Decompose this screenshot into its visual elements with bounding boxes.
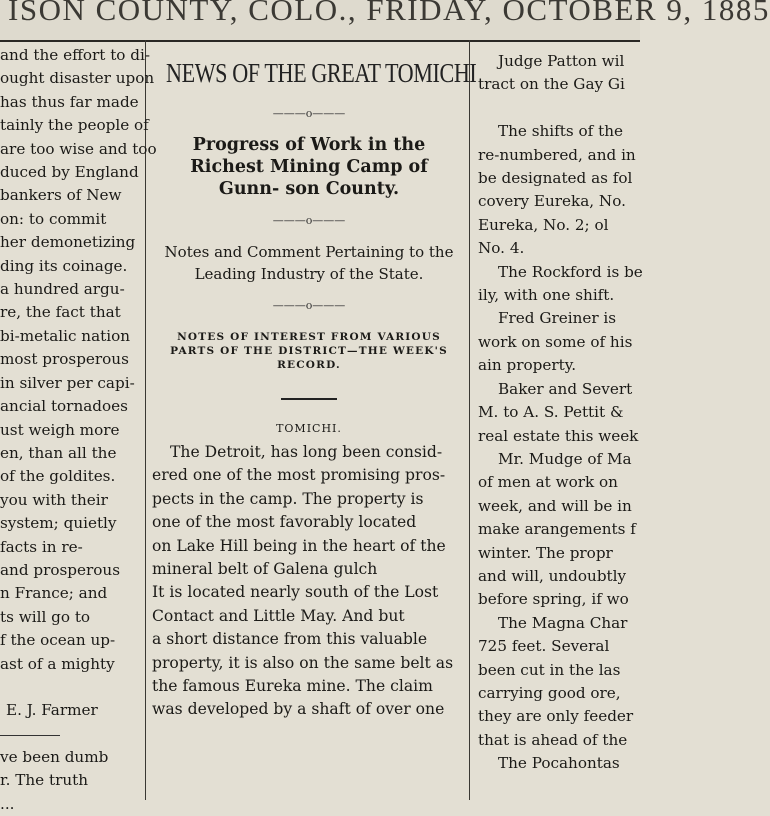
- text-line: they are only feeder: [478, 707, 634, 726]
- article-deck-tertiary: NOTES OF INTEREST FROM VARIOUS PARTS OF THE DISTRICT—THE WEEK'S RECORD.: [170, 331, 448, 371]
- text-line: winter. The propr: [478, 543, 613, 562]
- text-line: system; quietly: [0, 514, 117, 533]
- text-line: Mr. Mudge of Ma: [498, 449, 632, 468]
- text-line: ust weigh more: [0, 420, 120, 439]
- text-line: real estate this week: [478, 426, 639, 445]
- text-line: Baker and Severt: [498, 379, 633, 398]
- text-line: you with their: [0, 490, 108, 509]
- text-line: The Pocahontas: [498, 754, 620, 773]
- separator: ———o———: [272, 214, 346, 227]
- text-line: [478, 97, 646, 120]
- text-line: on: to commit: [0, 209, 107, 228]
- signature: E. J. Farmer: [6, 701, 98, 720]
- text-line: are too wise and too: [0, 139, 157, 158]
- text-line: before spring, if wo: [478, 590, 629, 609]
- text-line: en, than all the: [0, 443, 117, 462]
- text-line: and the effort to di-: [0, 46, 150, 64]
- text-line: ast of a mighty: [0, 654, 115, 673]
- text-line: ought disaster upon: [0, 69, 155, 88]
- right-column: [472, 44, 646, 776]
- text-line: ...: [0, 794, 15, 813]
- text-line: ve been dumb: [0, 747, 109, 766]
- text-line: The Detroit, has long been consid-: [170, 443, 443, 461]
- text-line: The shifts of the: [498, 122, 623, 141]
- text-line: re-numbered, and in: [478, 145, 636, 164]
- text-line: the famous Eureka mine. The claim: [152, 677, 433, 696]
- text-line: a hundred argu-: [0, 280, 125, 299]
- text-line: 725 feet. Several: [478, 637, 610, 656]
- text-line: ily, with one shift.: [478, 286, 615, 305]
- article-deck-secondary: Notes and Comment Pertaining to the Leading Industry of the State.: [164, 243, 454, 283]
- text-line: mineral belt of Galena gulch: [152, 560, 378, 579]
- text-line: her demonetizing: [0, 233, 136, 252]
- short-rule: [281, 398, 337, 400]
- text-line: tract on the Gay Gi: [478, 75, 625, 94]
- text-line: Contact and Little May. And but: [152, 606, 405, 625]
- text-line: Eureka, No. 2; ol: [478, 215, 609, 234]
- masthead-title: ISON COUNTY, COLO., FRIDAY, OCTOBER 9, 1885: [8, 0, 770, 27]
- text-line: carrying good ore,: [478, 683, 621, 702]
- text-line: re, the fact that: [0, 303, 121, 322]
- text-line: f the ocean up-: [0, 631, 116, 650]
- text-line: r. The truth: [0, 771, 89, 790]
- text-line: ancial tornadoes: [0, 397, 128, 416]
- text-line: duced by England: [0, 163, 139, 182]
- text-line: Fred Greiner is: [498, 309, 617, 328]
- text-line: tainly the people of: [0, 116, 149, 135]
- text-line: has thus far made: [0, 92, 139, 111]
- text-line: and prosperous: [0, 560, 120, 579]
- text-line: ding its coinage.: [0, 256, 128, 275]
- text-line: been cut in the las: [478, 660, 621, 679]
- text-line: pects in the camp. The property is: [152, 489, 424, 508]
- text-line: most prosperous: [0, 350, 129, 369]
- text-line: covery Eureka, No.: [478, 192, 626, 211]
- article-deck-primary: Progress of Work in the Richest Mining Camp of Gunn- son County.: [190, 135, 428, 199]
- text-line: No. 4.: [478, 239, 525, 258]
- text-line: work on some of his: [478, 332, 633, 351]
- text-line: week, and will be in: [478, 496, 632, 515]
- article: [148, 44, 477, 722]
- text-line: that is ahead of the: [478, 730, 628, 749]
- text-line: of the goldites.: [0, 467, 116, 486]
- text-line: M. to A. S. Pettit &: [478, 403, 624, 422]
- separator: ———o———: [272, 107, 346, 120]
- text-line: The Rockford is be: [498, 262, 643, 281]
- text-line: one of the most favorably located: [152, 513, 417, 532]
- text-line: The Magna Char: [498, 613, 628, 632]
- text-line: in silver per capi-: [0, 373, 135, 392]
- text-line: ered one of the most promising pros-: [152, 466, 446, 485]
- article-subhead: TOMICHI.: [276, 422, 342, 435]
- divider-line: [0, 735, 60, 746]
- left-column: [0, 44, 158, 816]
- text-line: Judge Patton wil: [498, 52, 625, 70]
- text-line: and will, undoubtly: [478, 566, 627, 585]
- text-line: ts will go to: [0, 607, 91, 626]
- text-line: make arangements f: [478, 520, 636, 539]
- text-line: It is located nearly south of the Lost: [152, 583, 439, 602]
- text-line: property, it is also on the same belt as: [152, 653, 454, 672]
- masthead: [0, 0, 770, 42]
- text-line: on Lake Hill being in the heart of the: [152, 536, 446, 555]
- text-line: bi-metalic nation: [0, 326, 131, 345]
- text-line: was developed by a shaft of over one: [152, 700, 445, 719]
- text-line: ain property.: [478, 356, 577, 375]
- separator: ———o———: [272, 299, 346, 312]
- text-line: facts in re-: [0, 537, 83, 556]
- text-line: [0, 676, 158, 699]
- article-headline: NEWS OF THE GREAT TOMICHI: [166, 58, 477, 88]
- article-body: [148, 441, 470, 722]
- text-line: bankers of New: [0, 186, 122, 205]
- text-line: n France; and: [0, 584, 108, 603]
- text-line: a short distance from this valuable: [152, 630, 428, 649]
- text-line: of men at work on: [478, 473, 618, 492]
- text-line: be designated as fol: [478, 169, 633, 188]
